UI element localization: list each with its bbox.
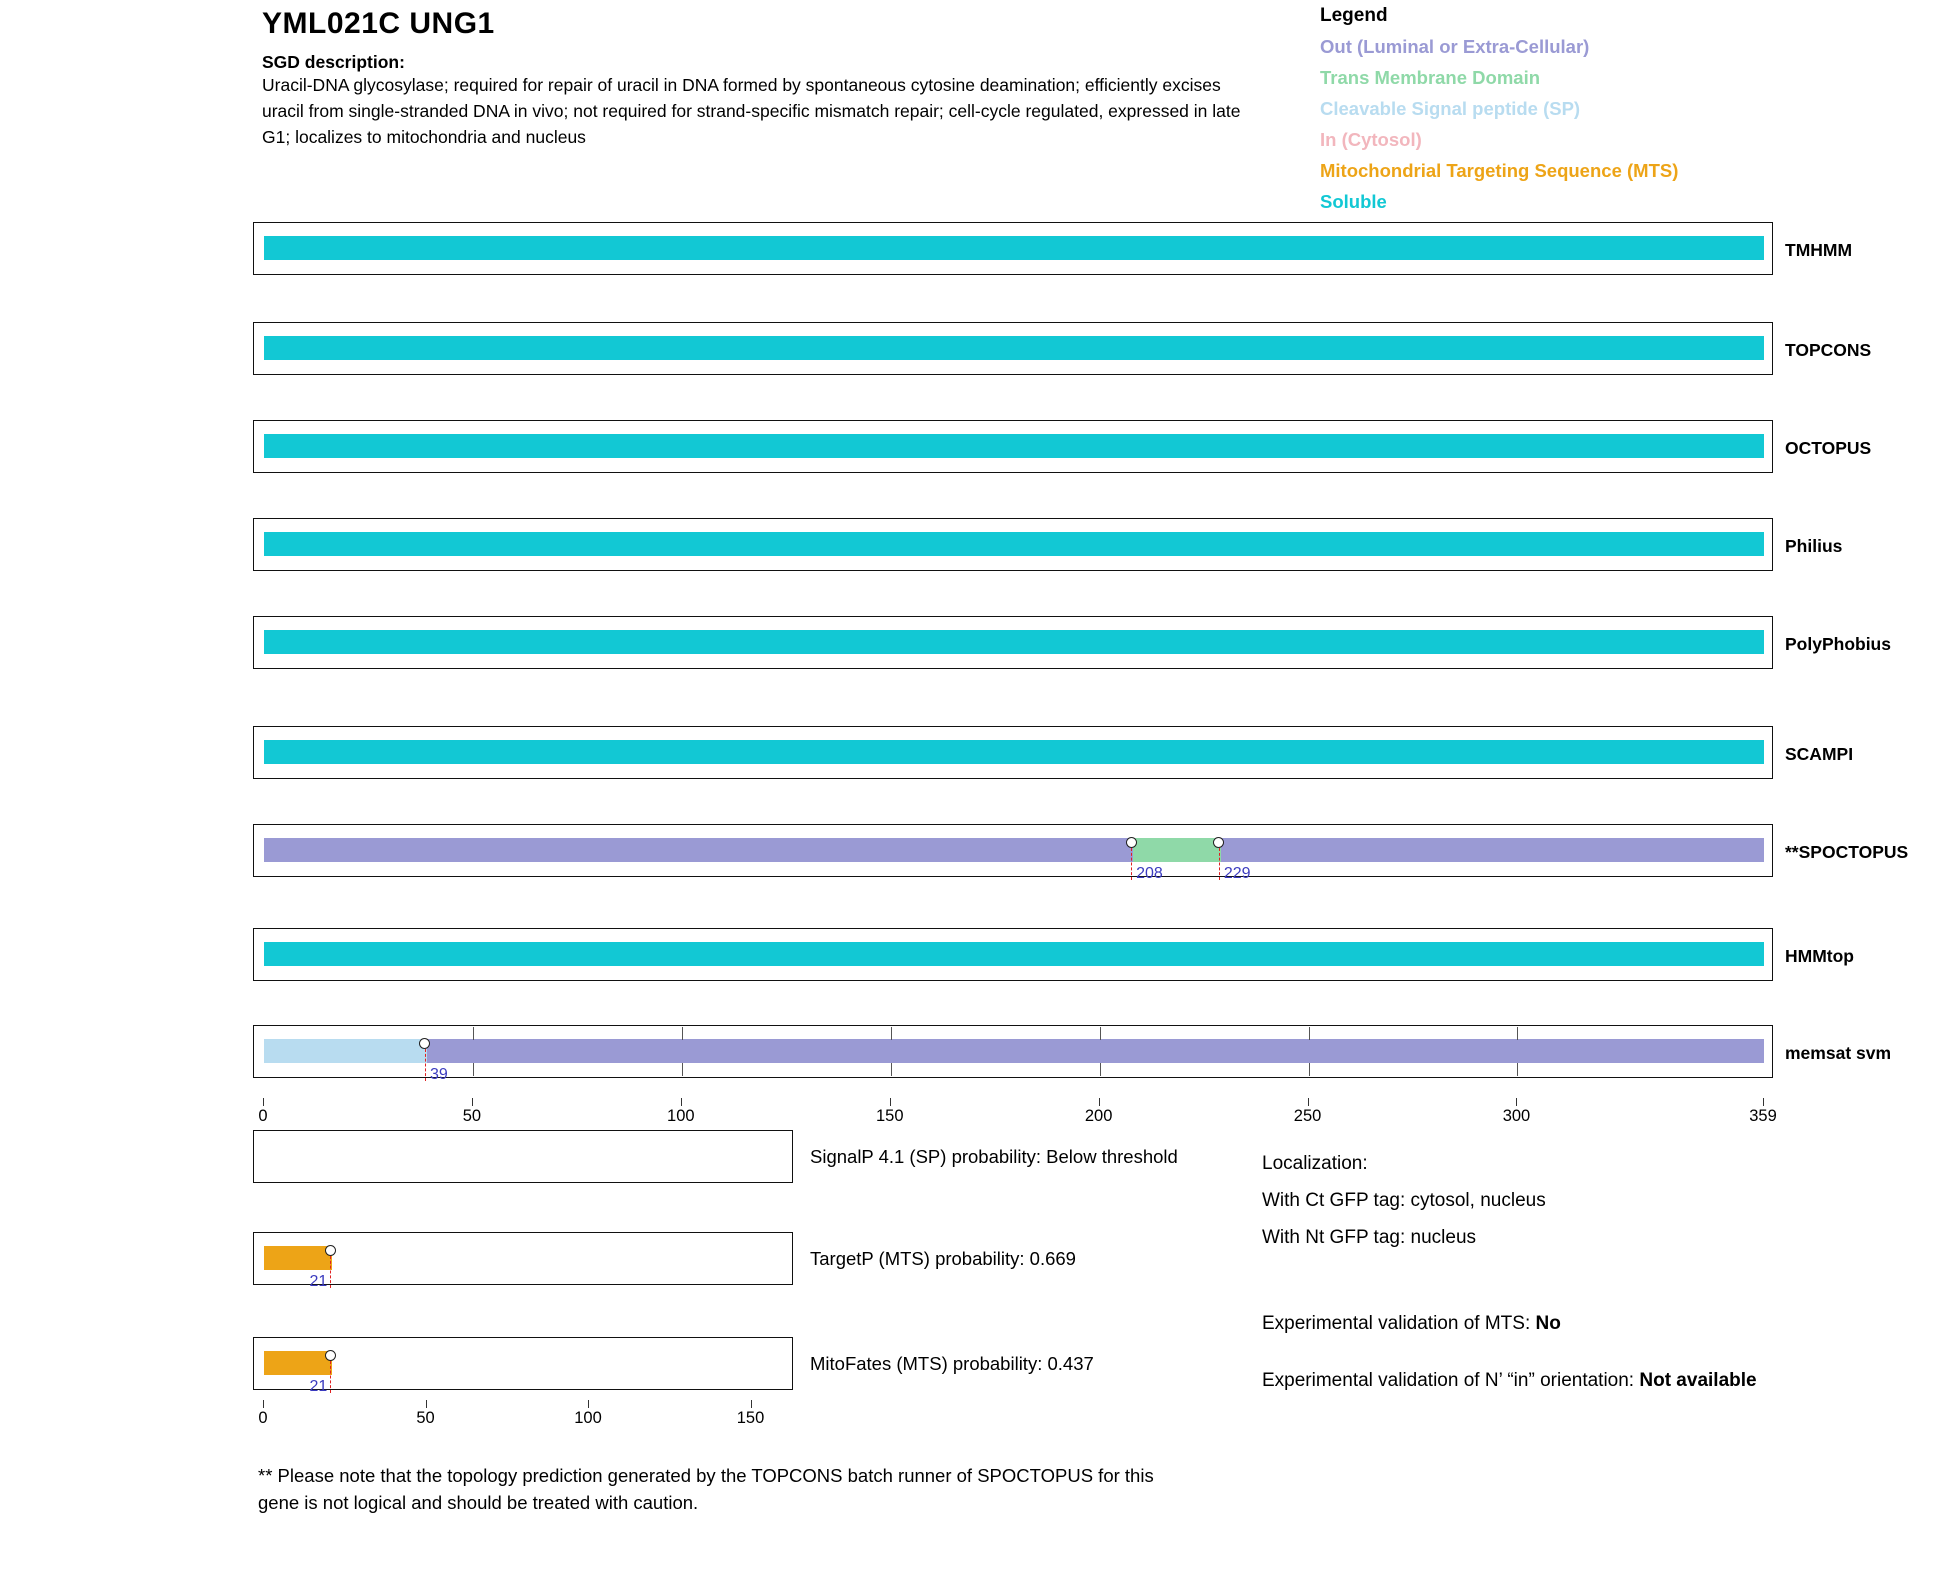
marker-label: 21	[309, 1273, 328, 1290]
marker-line	[330, 1256, 331, 1288]
axis-tick-label: 0	[258, 1107, 268, 1125]
gridline-tick	[1309, 1063, 1310, 1076]
marker-label: 21	[309, 1378, 328, 1395]
gridline-tick	[1100, 1027, 1101, 1040]
marker-dot	[325, 1350, 336, 1361]
segment-out	[1221, 838, 1764, 862]
mts-validation	[1262, 1305, 1561, 1342]
axis-tick-label: 50	[416, 1409, 435, 1427]
segment-soluble	[264, 942, 1764, 966]
gridline-tick	[1100, 1063, 1101, 1076]
track-label: SCAMPI	[1785, 744, 1854, 764]
mts-validation-label: Experimental validation of MTS:	[1262, 1313, 1536, 1334]
page-title: YML021C UNG1	[262, 7, 495, 40]
segment-mts	[264, 1246, 332, 1270]
axis-tick-label: 359	[1749, 1107, 1777, 1125]
axis-tick	[588, 1400, 589, 1408]
mts-validation-value: No	[1535, 1313, 1561, 1334]
segment-soluble	[264, 740, 1764, 764]
legend	[1320, 5, 1920, 217]
track-label: HMMtop	[1785, 946, 1855, 966]
track-label: memsat svm	[1785, 1043, 1892, 1063]
axis-tick	[751, 1400, 752, 1408]
segment-tmd	[1133, 838, 1221, 862]
track-label: **SPOCTOPUS	[1785, 842, 1909, 862]
track-label: PolyPhobius	[1785, 634, 1891, 654]
track-box	[253, 928, 1773, 981]
legend-item-tmd: Trans Membrane Domain	[1320, 67, 1541, 88]
axis-tick	[1308, 1098, 1309, 1106]
axis-tick-label: 100	[667, 1107, 695, 1125]
legend-title: Legend	[1320, 5, 1388, 26]
predictor-box	[253, 1232, 793, 1285]
axis-tick-label: 100	[574, 1409, 602, 1427]
axis-main	[253, 1098, 1777, 1128]
track-box	[253, 222, 1773, 275]
track-box	[253, 322, 1773, 375]
localization-block	[1262, 1145, 1546, 1256]
axis-tick-label: 150	[875, 1107, 904, 1125]
segment-out	[264, 838, 1133, 862]
track-box	[253, 420, 1773, 473]
axis-tick-label: 300	[1502, 1107, 1531, 1125]
segment-out	[427, 1039, 1764, 1063]
orientation-validation-label: Experimental validation of N’ “in” orientation:	[1262, 1370, 1640, 1391]
gridline-tick	[891, 1063, 892, 1076]
footnote: ** Please note that the topology prediction generated by the TOPCONS batch runner of SPOCTOPUS for this gene is not logical and should be treated with caution.	[258, 1465, 1154, 1513]
axis-tick	[263, 1400, 264, 1408]
predictor-box	[253, 1130, 793, 1183]
marker-label: 208	[1136, 865, 1163, 882]
predictor-result-text: SignalP 4.1 (SP) probability: Below threshold	[810, 1146, 1178, 1167]
marker-label: 229	[1223, 865, 1251, 882]
legend-item-soluble: Soluble	[1320, 191, 1387, 212]
track-box	[253, 726, 1773, 779]
axis-tick	[1763, 1098, 1764, 1106]
axis-tick	[426, 1400, 427, 1408]
axis-tick	[263, 1098, 264, 1106]
segment-soluble	[264, 236, 1764, 260]
axis-tick-label: 50	[462, 1107, 482, 1125]
legend-item-in: In (Cytosol)	[1320, 129, 1422, 150]
orientation-validation	[1262, 1365, 1882, 1397]
orientation-validation-value: Not available	[1639, 1370, 1757, 1391]
gridline-tick	[473, 1063, 474, 1076]
sgd-description-text: Uracil-DNA glycosylase; required for repair of uracil in DNA formed by spontaneous cytosine deamination; efficiently excises uracil from single-stranded DNA in vivo; not required for strand-specific mismatch repair; cell-cycle regulated, expressed in late G1; localizes to mitochondria and nucleus	[262, 75, 1241, 147]
gridline-tick	[682, 1027, 683, 1040]
marker-line	[330, 1361, 331, 1393]
sgd-description-label: SGD description:	[262, 52, 405, 72]
track-box	[253, 616, 1773, 669]
legend-item-out: Out (Luminal or Extra-Cellular)	[1320, 36, 1590, 57]
segment-soluble	[264, 532, 1764, 556]
axis-tick	[681, 1098, 682, 1106]
gridline-tick	[682, 1063, 683, 1076]
track-label: TOPCONS	[1785, 340, 1872, 360]
segment-soluble	[264, 630, 1764, 654]
axis-small	[253, 1400, 793, 1430]
segment-mts	[264, 1351, 332, 1375]
gridline-tick	[473, 1027, 474, 1040]
track-label: Philius	[1785, 536, 1843, 556]
predictor-result-text: MitoFates (MTS) probability: 0.437	[810, 1353, 1094, 1374]
gridline-tick	[1517, 1063, 1518, 1076]
gridline-tick	[1309, 1027, 1310, 1040]
legend-item-mts: Mitochondrial Targeting Sequence (MTS)	[1320, 160, 1679, 181]
track-box	[253, 1025, 1773, 1078]
axis-tick	[890, 1098, 891, 1106]
predictor-result-text: TargetP (MTS) probability: 0.669	[810, 1248, 1076, 1269]
localization-ct-gfp: With Ct GFP tag: cytosol, nucleus	[1262, 1190, 1546, 1211]
axis-tick-label: 200	[1084, 1107, 1113, 1125]
segment-soluble	[264, 434, 1764, 458]
marker-line	[1131, 848, 1132, 880]
track-label: TMHMM	[1785, 240, 1853, 260]
legend-item-sp: Cleavable Signal peptide (SP)	[1320, 98, 1581, 119]
gridline-tick	[891, 1027, 892, 1040]
localization-nt-gfp: With Nt GFP tag: nucleus	[1262, 1227, 1477, 1248]
marker-dot	[325, 1245, 336, 1256]
segment-sp	[264, 1039, 427, 1063]
track-label: OCTOPUS	[1785, 438, 1872, 458]
axis-tick	[1099, 1098, 1100, 1106]
track-box	[253, 824, 1773, 877]
gridline-tick	[1517, 1027, 1518, 1040]
marker-line	[1219, 848, 1220, 880]
marker-dot	[1126, 837, 1137, 848]
axis-tick-label: 250	[1293, 1107, 1322, 1125]
marker-line	[425, 1049, 426, 1081]
predictor-box	[253, 1337, 793, 1390]
axis-tick-label: 150	[736, 1409, 765, 1427]
axis-tick	[1516, 1098, 1517, 1106]
track-box	[253, 518, 1773, 571]
axis-tick	[472, 1098, 473, 1106]
segment-soluble	[264, 336, 1764, 360]
marker-label: 39	[429, 1066, 448, 1083]
localization-heading: Localization:	[1262, 1153, 1368, 1174]
axis-tick-label: 0	[258, 1409, 268, 1427]
